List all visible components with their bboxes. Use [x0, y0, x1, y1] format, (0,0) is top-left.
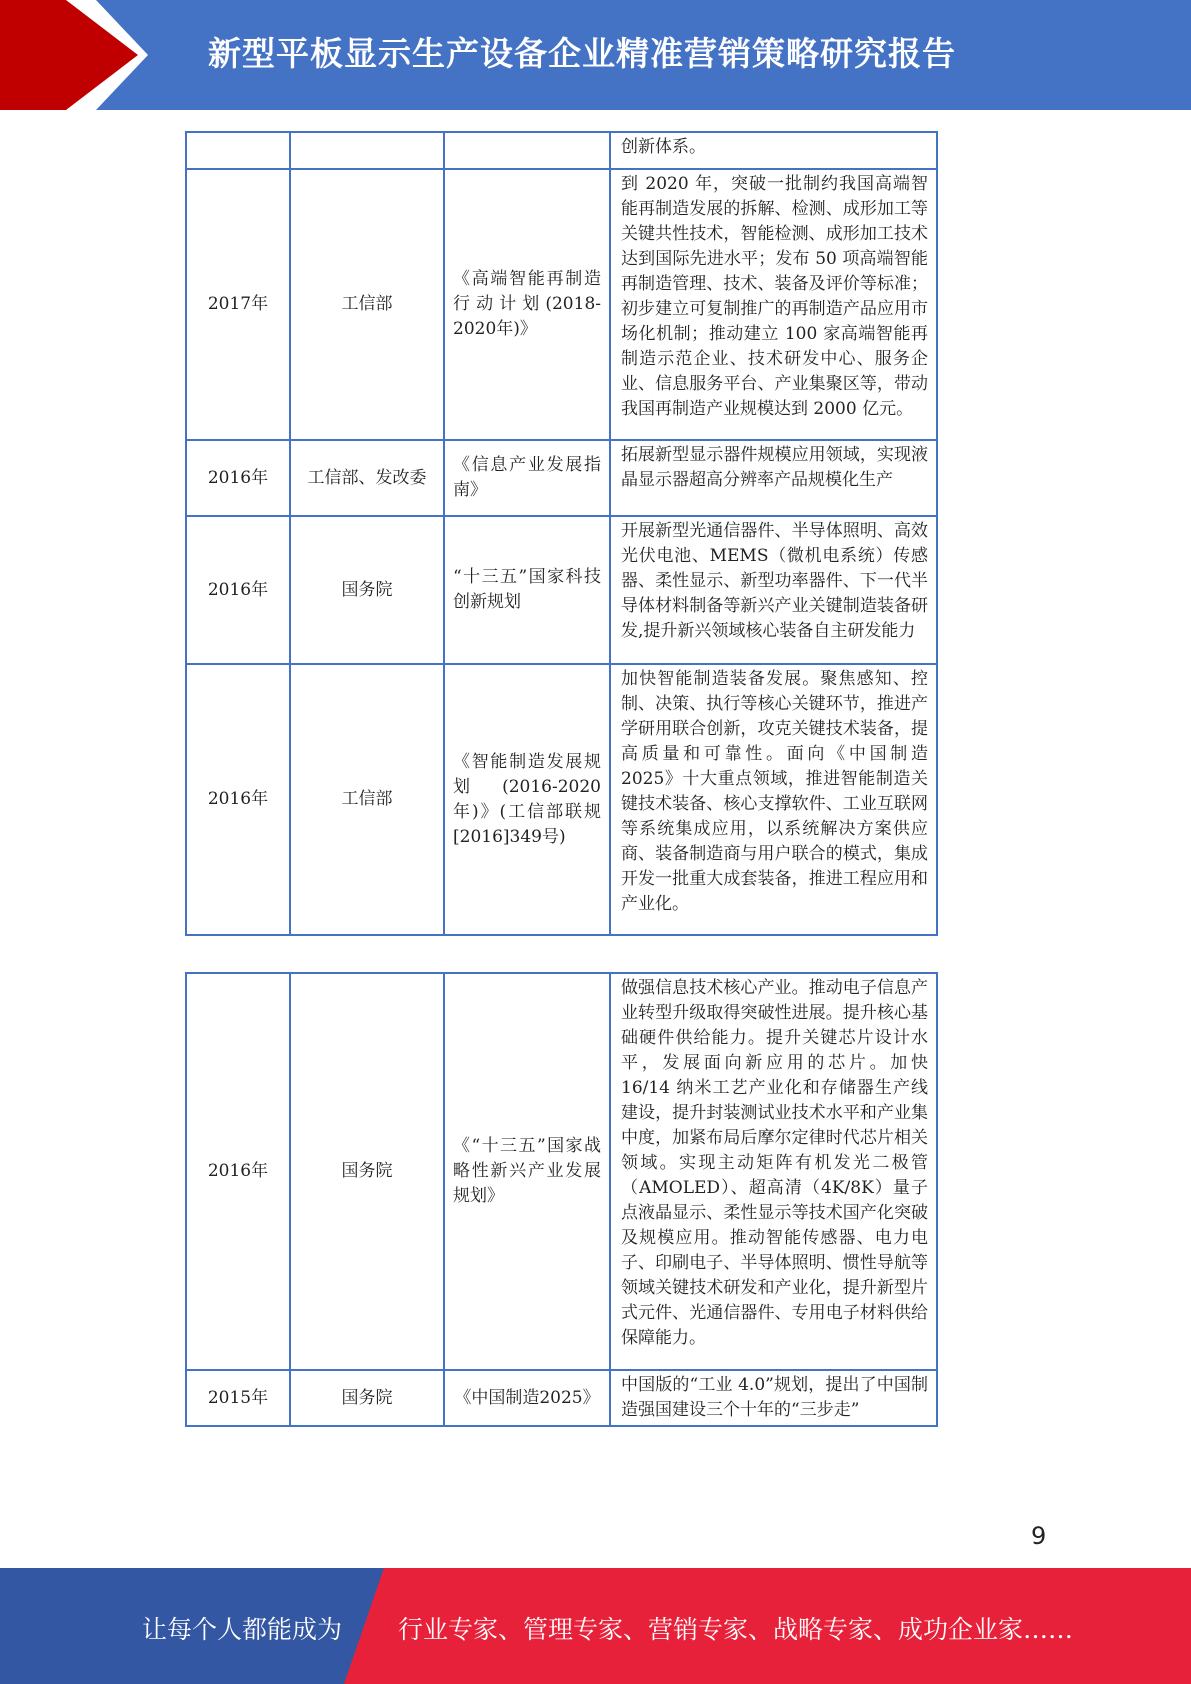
table-row: [186, 1370, 937, 1426]
content-cell: 中国版的“工业 4.0”规划，提出了中国制造强国建设三个十年的“三步走”: [610, 1370, 937, 1426]
policy-table-1: [185, 131, 938, 936]
table-row: [186, 169, 937, 440]
policy-name-cell: 《高端智能再制造行动计划(2018-2020年)》: [444, 169, 610, 440]
content-cell: 到 2020 年，突破一批制约我国高端智能再制造发展的拆解、检测、成形加工等关键共性技术，智能检测、成形加工技术达到国际先进水平；发布 50 项高端智能再制造管理、技术、装备及评价等标准；初步建立可复制推广的再制造产品应用市场化机制；推动建立 100 家高端智能再制造示范企业、技术研发中心、服务企业、信息服务平台、产业集聚区等，带动我国再制造产业规模达到 2000 亿元。: [610, 169, 937, 440]
page-footer: [0, 1568, 1191, 1684]
policy-name-cell: [444, 132, 610, 169]
page-header: [0, 0, 1191, 110]
year-cell: 2017年: [186, 169, 290, 440]
year-cell: 2016年: [186, 440, 290, 516]
year-cell: 2015年: [186, 1370, 290, 1426]
table-row: [186, 132, 937, 169]
policy-name-cell: 《信息产业发展指南》: [444, 440, 610, 516]
year-cell: 2016年: [186, 973, 290, 1370]
year-cell: 2016年: [186, 664, 290, 935]
table-row: [186, 516, 937, 664]
dept-cell: [290, 132, 444, 169]
dept-cell: 工信部: [290, 664, 444, 935]
policy-name-cell: 《智能制造发展规划(2016-2020年)》(工信部联规[2016]349号): [444, 664, 610, 935]
policy-name-cell: 《中国制造2025》: [444, 1370, 610, 1426]
year-cell: 2016年: [186, 516, 290, 664]
table-row: [186, 973, 937, 1370]
year-cell: [186, 132, 290, 169]
dept-cell: 国务院: [290, 973, 444, 1370]
dept-cell: 工信部、发改委: [290, 440, 444, 516]
policy-table-2: [185, 972, 938, 1427]
footer-slogan-right: 行业专家、管理专家、营销专家、战略专家、成功企业家……: [398, 1615, 1074, 1644]
content-cell: 创新体系。: [610, 132, 937, 169]
dept-cell: 国务院: [290, 516, 444, 664]
table-row: [186, 440, 937, 516]
table-row: [186, 664, 937, 935]
policy-name-cell: 《“十三五”国家战略性新兴产业发展规划》: [444, 973, 610, 1370]
page-number: 9: [1031, 1522, 1047, 1550]
content-cell: 拓展新型显示器件规模应用领域，实现液晶显示器超高分辨率产品规模化生产: [610, 440, 937, 516]
dept-cell: 国务院: [290, 1370, 444, 1426]
content-cell: 开展新型光通信器件、半导体照明、高效光伏电池、MEMS（微机电系统）传感器、柔性显示、新型功率器件、下一代半导体材料制备等新兴产业关键制造装备研发,提升新兴领域核心装备自主研发能力: [610, 516, 937, 664]
content-cell: 加快智能制造装备发展。聚焦感知、控制、决策、执行等核心关键环节，推进产学研用联合创新，攻克关键技术装备，提高质量和可靠性。面向《中国制造 2025》十大重点领域，推进智能制造关键技术装备、核心支撑软件、工业互联网等系统集成应用，以系统解决方案供应商、装备制造商与用户联合的模式，集成开发一批重大成套装备，推进工程应用和产业化。: [610, 664, 937, 935]
policy-name-cell: “十三五”国家科技创新规划: [444, 516, 610, 664]
content-cell: 做强信息技术核心产业。推动电子信息产业转型升级取得突破性进展。提升核心基础硬件供给能力。提升关键芯片设计水平，发展面向新应用的芯片。加快 16/14 纳米工艺产业化和存储器生产线建设，提升封装测试业技术水平和产业集中度，加紧布局后摩尔定律时代芯片相关领域。实现主动矩阵有机发光二极管（AMOLED）、超高清（4K/8K）量子点液晶显示、柔性显示等技术国产化突破及规模应用。推动智能传感器、电力电子、印刷电子、半导体照明、惯性导航等领域关键技术研发和产业化，提升新型片式元件、光通信器件、专用电子材料供给保障能力。: [610, 973, 937, 1370]
dept-cell: 工信部: [290, 169, 444, 440]
report-title: 新型平板显示生产设备企业精准营销策略研究报告: [208, 34, 956, 73]
footer-slogan-left: 让每个人都能成为: [142, 1615, 343, 1644]
